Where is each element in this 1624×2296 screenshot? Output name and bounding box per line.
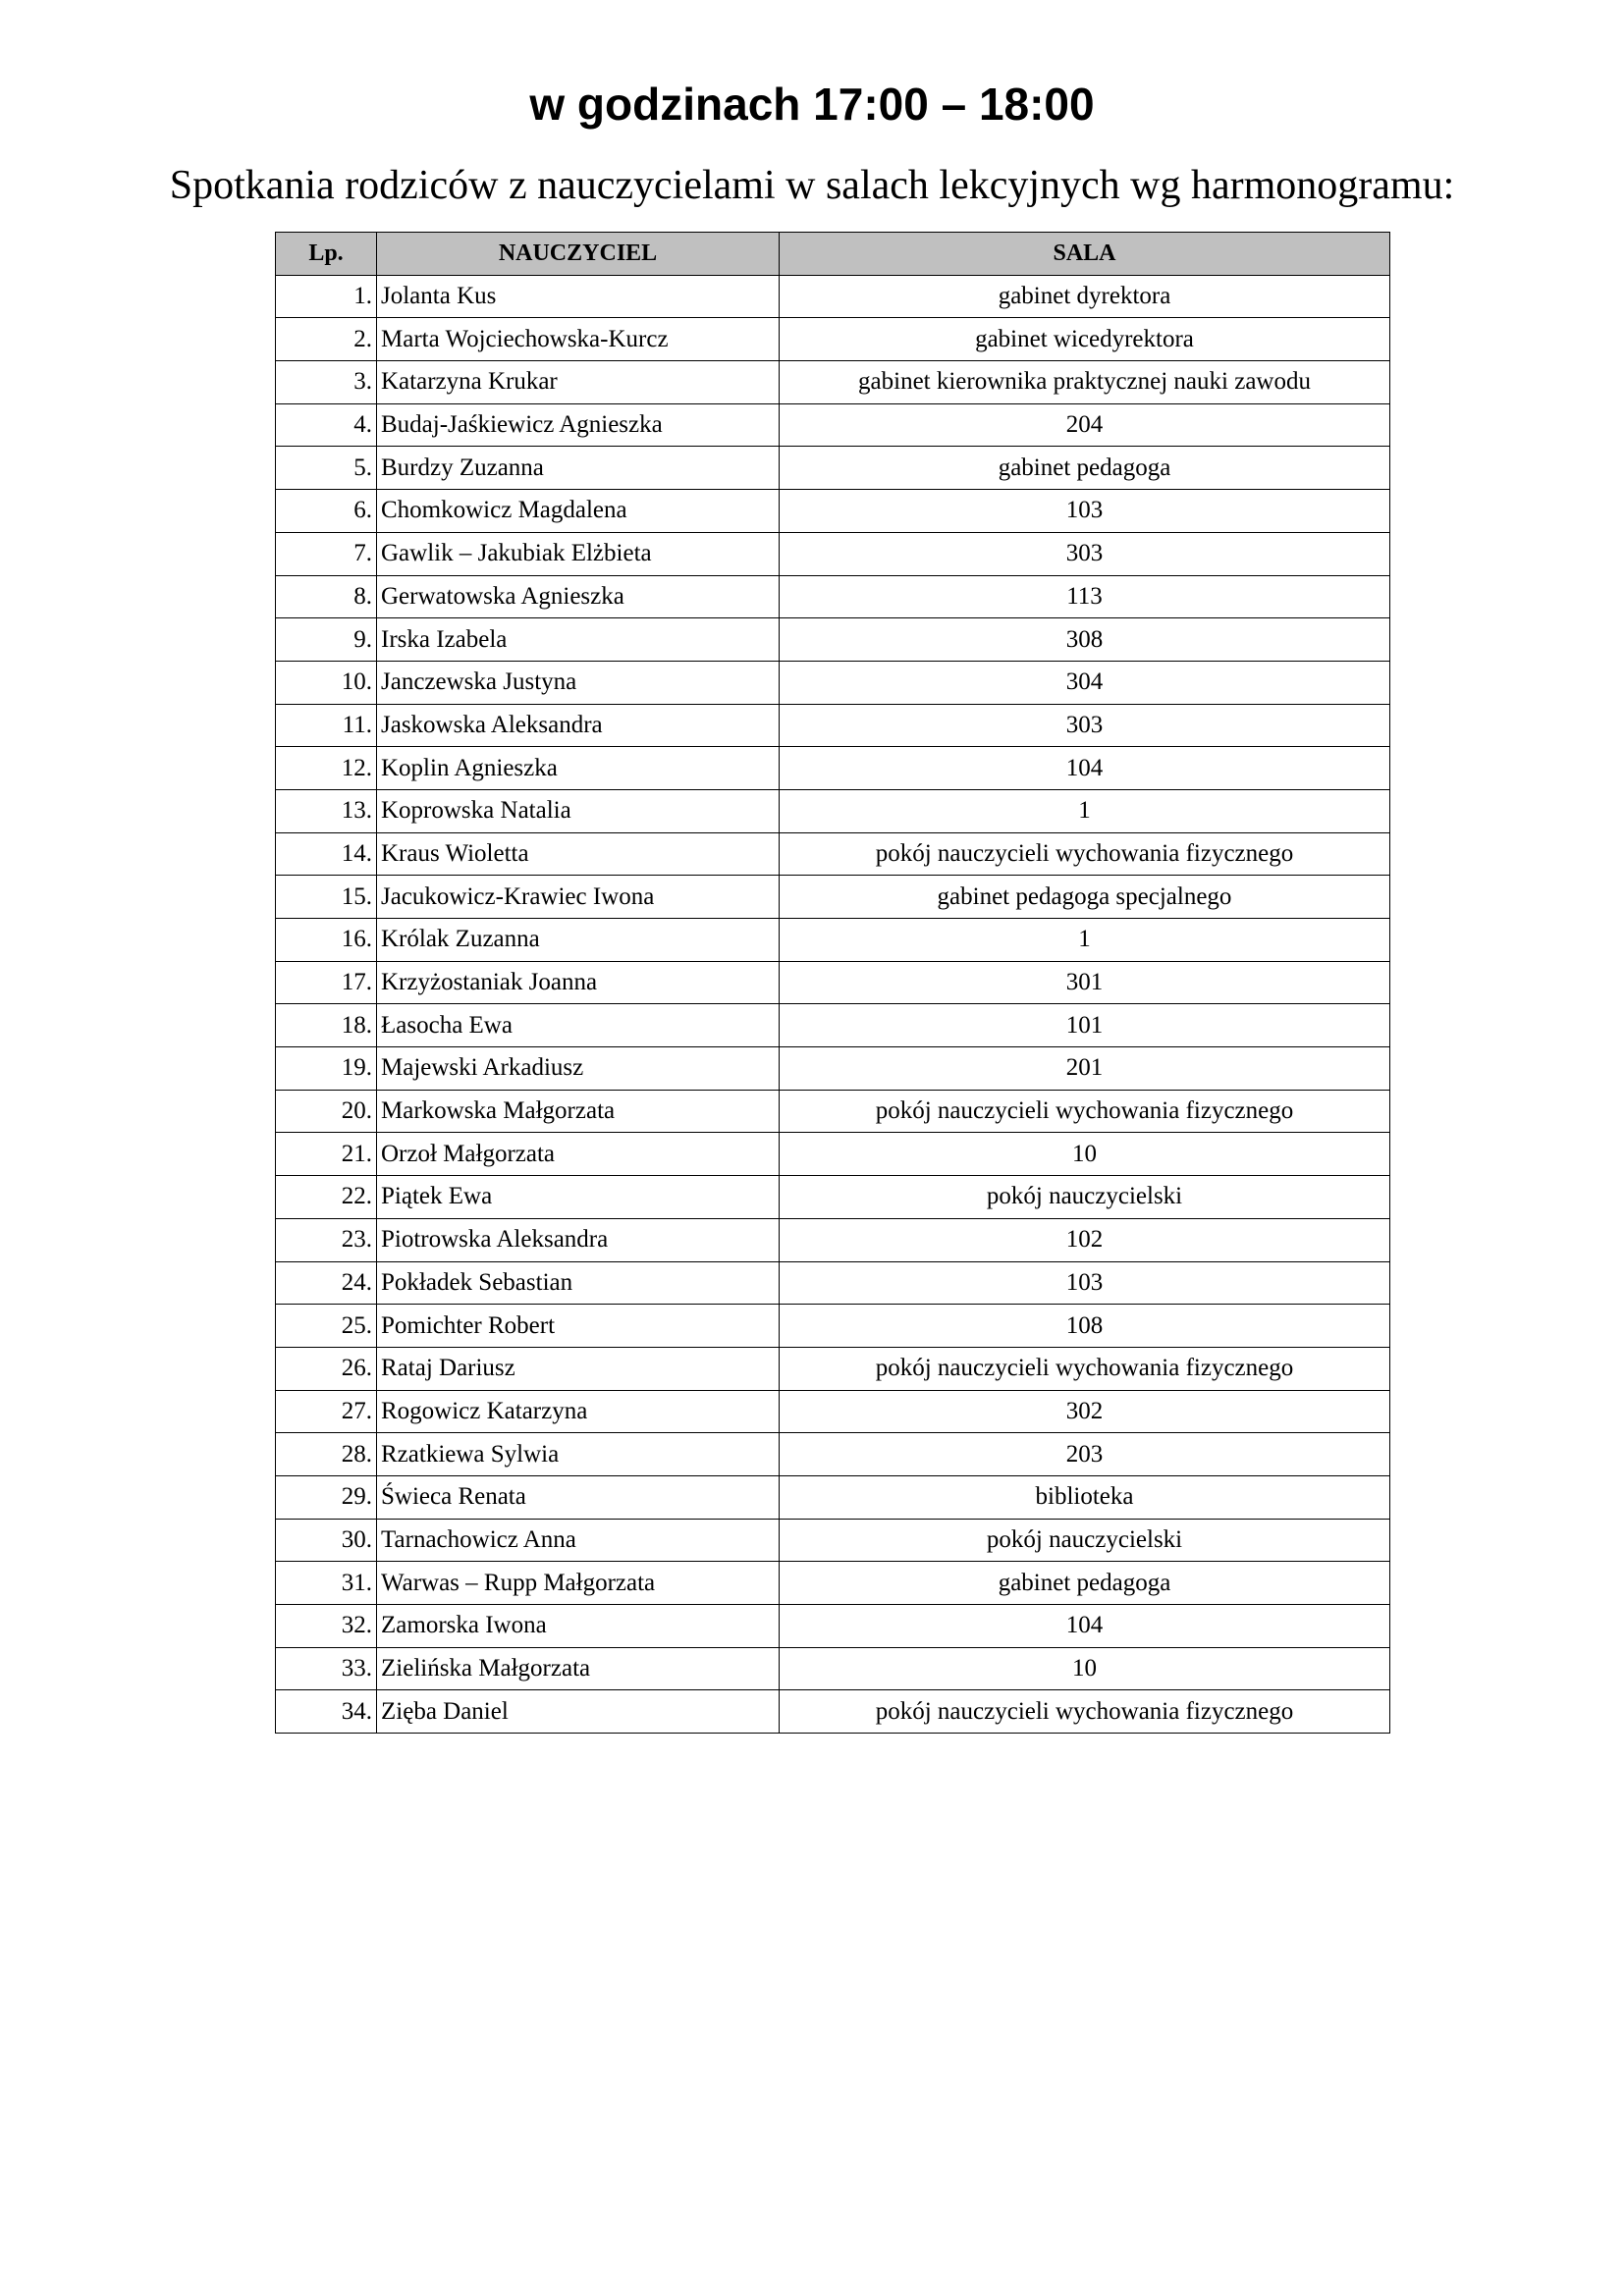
teacher-name: Zamorska Iwona bbox=[377, 1605, 780, 1648]
table-row bbox=[276, 832, 1390, 876]
teacher-name: Majewski Arkadiusz bbox=[377, 1047, 780, 1091]
table-row bbox=[276, 275, 1390, 318]
row-number: 18. bbox=[276, 1004, 377, 1047]
row-number: 14. bbox=[276, 832, 377, 876]
row-number: 25. bbox=[276, 1305, 377, 1348]
room-name: 203 bbox=[780, 1433, 1390, 1476]
teacher-name: Pokładek Sebastian bbox=[377, 1261, 780, 1305]
table-row bbox=[276, 1605, 1390, 1648]
teacher-name: Orzoł Małgorzata bbox=[377, 1133, 780, 1176]
table-row bbox=[276, 1562, 1390, 1605]
row-number: 22. bbox=[276, 1176, 377, 1219]
room-name: pokój nauczycielski bbox=[780, 1519, 1390, 1562]
row-number: 28. bbox=[276, 1433, 377, 1476]
table-row bbox=[276, 403, 1390, 447]
header-teacher: NAUCZYCIEL bbox=[377, 233, 780, 276]
row-number: 8. bbox=[276, 575, 377, 618]
teacher-name: Świeca Renata bbox=[377, 1475, 780, 1519]
room-name: 302 bbox=[780, 1390, 1390, 1433]
row-number: 1. bbox=[276, 275, 377, 318]
room-name: gabinet pedagoga specjalnego bbox=[780, 876, 1390, 919]
table-row bbox=[276, 1390, 1390, 1433]
room-name: gabinet kierownika praktycznej nauki zawodu bbox=[780, 361, 1390, 404]
teacher-name: Rataj Dariusz bbox=[377, 1347, 780, 1390]
table-row bbox=[276, 1261, 1390, 1305]
table-row bbox=[276, 747, 1390, 790]
room-name: 101 bbox=[780, 1004, 1390, 1047]
teacher-name: Tarnachowicz Anna bbox=[377, 1519, 780, 1562]
table-header bbox=[276, 233, 1390, 276]
table-row bbox=[276, 1004, 1390, 1047]
room-name: biblioteka bbox=[780, 1475, 1390, 1519]
room-name: gabinet pedagoga bbox=[780, 1562, 1390, 1605]
teacher-name: Krzyżostaniak Joanna bbox=[377, 961, 780, 1004]
teacher-name: Jaskowska Aleksandra bbox=[377, 704, 780, 747]
row-number: 31. bbox=[276, 1562, 377, 1605]
table-row bbox=[276, 575, 1390, 618]
teacher-name: Janczewska Justyna bbox=[377, 661, 780, 704]
table-row bbox=[276, 318, 1390, 361]
table-row bbox=[276, 661, 1390, 704]
table-row bbox=[276, 1475, 1390, 1519]
teacher-name: Koplin Agnieszka bbox=[377, 747, 780, 790]
table-row bbox=[276, 704, 1390, 747]
table-row bbox=[276, 490, 1390, 533]
table-row bbox=[276, 1090, 1390, 1133]
room-name: 303 bbox=[780, 532, 1390, 575]
room-name: 301 bbox=[780, 961, 1390, 1004]
room-name: pokój nauczycieli wychowania fizycznego bbox=[780, 1090, 1390, 1133]
table-row bbox=[276, 876, 1390, 919]
row-number: 11. bbox=[276, 704, 377, 747]
teacher-name: Królak Zuzanna bbox=[377, 919, 780, 962]
table-row bbox=[276, 1519, 1390, 1562]
teacher-name: Zielińska Małgorzata bbox=[377, 1647, 780, 1690]
room-name: 308 bbox=[780, 618, 1390, 662]
room-name: gabinet wicedyrektora bbox=[780, 318, 1390, 361]
row-number: 2. bbox=[276, 318, 377, 361]
teacher-name: Burdzy Zuzanna bbox=[377, 447, 780, 490]
room-name: pokój nauczycieli wychowania fizycznego bbox=[780, 1690, 1390, 1734]
header-row bbox=[276, 233, 1390, 276]
table-row bbox=[276, 1347, 1390, 1390]
row-number: 21. bbox=[276, 1133, 377, 1176]
row-number: 26. bbox=[276, 1347, 377, 1390]
room-name: 104 bbox=[780, 747, 1390, 790]
table-row bbox=[276, 1690, 1390, 1734]
row-number: 9. bbox=[276, 618, 377, 662]
room-name: 201 bbox=[780, 1047, 1390, 1091]
row-number: 29. bbox=[276, 1475, 377, 1519]
row-number: 32. bbox=[276, 1605, 377, 1648]
teacher-name: Chomkowicz Magdalena bbox=[377, 490, 780, 533]
row-number: 30. bbox=[276, 1519, 377, 1562]
teacher-name: Markowska Małgorzata bbox=[377, 1090, 780, 1133]
teacher-name: Piotrowska Aleksandra bbox=[377, 1218, 780, 1261]
teacher-name: Łasocha Ewa bbox=[377, 1004, 780, 1047]
teacher-name: Gerwatowska Agnieszka bbox=[377, 575, 780, 618]
teacher-name: Koprowska Natalia bbox=[377, 789, 780, 832]
room-name: 304 bbox=[780, 661, 1390, 704]
row-number: 3. bbox=[276, 361, 377, 404]
teacher-name: Irska Izabela bbox=[377, 618, 780, 662]
row-number: 12. bbox=[276, 747, 377, 790]
room-name: pokój nauczycieli wychowania fizycznego bbox=[780, 832, 1390, 876]
room-name: 1 bbox=[780, 789, 1390, 832]
table-row bbox=[276, 532, 1390, 575]
teacher-name: Jolanta Kus bbox=[377, 275, 780, 318]
row-number: 27. bbox=[276, 1390, 377, 1433]
teacher-name: Gawlik – Jakubiak Elżbieta bbox=[377, 532, 780, 575]
row-number: 5. bbox=[276, 447, 377, 490]
teacher-name: Zięba Daniel bbox=[377, 1690, 780, 1734]
table-row bbox=[276, 1305, 1390, 1348]
teacher-name: Katarzyna Krukar bbox=[377, 361, 780, 404]
teacher-name: Rogowicz Katarzyna bbox=[377, 1390, 780, 1433]
row-number: 34. bbox=[276, 1690, 377, 1734]
teacher-name: Budaj-Jaśkiewicz Agnieszka bbox=[377, 403, 780, 447]
row-number: 16. bbox=[276, 919, 377, 962]
room-name: 10 bbox=[780, 1133, 1390, 1176]
room-name: 108 bbox=[780, 1305, 1390, 1348]
table-body bbox=[276, 275, 1390, 1733]
room-name: 102 bbox=[780, 1218, 1390, 1261]
table-row bbox=[276, 618, 1390, 662]
row-number: 15. bbox=[276, 876, 377, 919]
table-row bbox=[276, 1133, 1390, 1176]
header-lp: Lp. bbox=[276, 233, 377, 276]
row-number: 10. bbox=[276, 661, 377, 704]
teacher-room-table bbox=[275, 232, 1390, 1734]
row-number: 7. bbox=[276, 532, 377, 575]
table-row bbox=[276, 1218, 1390, 1261]
room-name: 204 bbox=[780, 403, 1390, 447]
row-number: 6. bbox=[276, 490, 377, 533]
teacher-name: Marta Wojciechowska-Kurcz bbox=[377, 318, 780, 361]
row-number: 19. bbox=[276, 1047, 377, 1091]
table-row bbox=[276, 789, 1390, 832]
teacher-name: Kraus Wioletta bbox=[377, 832, 780, 876]
room-name: 10 bbox=[780, 1647, 1390, 1690]
teacher-name: Rzatkiewa Sylwia bbox=[377, 1433, 780, 1476]
table-row bbox=[276, 961, 1390, 1004]
row-number: 4. bbox=[276, 403, 377, 447]
table-row bbox=[276, 1047, 1390, 1091]
teacher-name: Jacukowicz-Krawiec Iwona bbox=[377, 876, 780, 919]
room-name: 303 bbox=[780, 704, 1390, 747]
table-row bbox=[276, 1176, 1390, 1219]
teacher-name: Piątek Ewa bbox=[377, 1176, 780, 1219]
table-row bbox=[276, 447, 1390, 490]
row-number: 20. bbox=[276, 1090, 377, 1133]
row-number: 33. bbox=[276, 1647, 377, 1690]
room-name: 1 bbox=[780, 919, 1390, 962]
page-subtitle: Spotkania rodziców z nauczycielami w salach lekcyjnych wg harmonogramu: bbox=[169, 163, 1455, 208]
header-room: SALA bbox=[780, 233, 1390, 276]
room-name: pokój nauczycielski bbox=[780, 1176, 1390, 1219]
room-name: 103 bbox=[780, 1261, 1390, 1305]
room-name: gabinet dyrektora bbox=[780, 275, 1390, 318]
room-name: gabinet pedagoga bbox=[780, 447, 1390, 490]
room-name: 104 bbox=[780, 1605, 1390, 1648]
teacher-name: Warwas – Rupp Małgorzata bbox=[377, 1562, 780, 1605]
table-row bbox=[276, 1647, 1390, 1690]
row-number: 23. bbox=[276, 1218, 377, 1261]
row-number: 24. bbox=[276, 1261, 377, 1305]
room-name: 103 bbox=[780, 490, 1390, 533]
table-row bbox=[276, 361, 1390, 404]
teacher-name: Pomichter Robert bbox=[377, 1305, 780, 1348]
room-name: 113 bbox=[780, 575, 1390, 618]
row-number: 13. bbox=[276, 789, 377, 832]
row-number: 17. bbox=[276, 961, 377, 1004]
table-row bbox=[276, 919, 1390, 962]
page-title: w godzinach 17:00 – 18:00 bbox=[529, 79, 1095, 130]
room-name: pokój nauczycieli wychowania fizycznego bbox=[780, 1347, 1390, 1390]
table-row bbox=[276, 1433, 1390, 1476]
